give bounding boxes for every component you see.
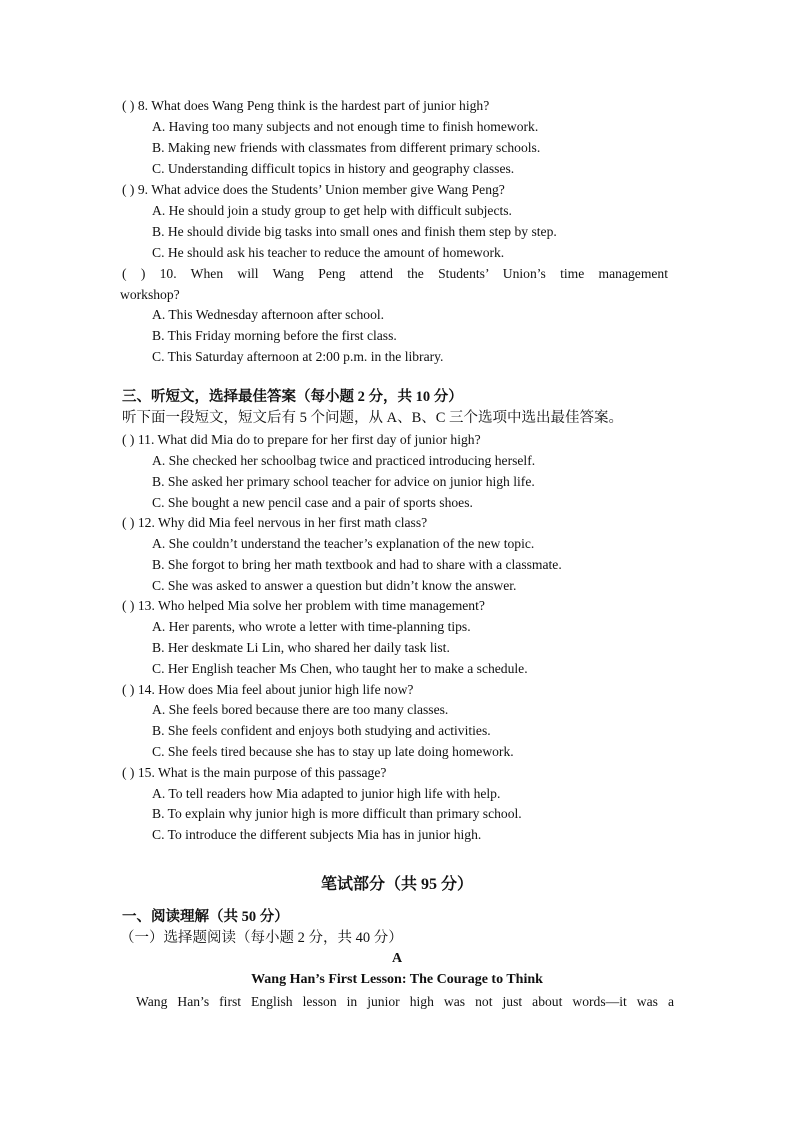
question-8-option-b: B. Making new friends with classmates from different primary schools. xyxy=(152,140,541,155)
question-8-option-c: C. Understanding difficult topics in history and geography classes. xyxy=(152,161,515,176)
question-14-option-c: C. She feels tired because she has to stay up late doing homework. xyxy=(152,744,514,759)
question-12-option-b: B. She forgot to bring her math textbook and had to share with a classmate. xyxy=(152,557,562,572)
question-8-option-a: A. Having too many subjects and not enough time to finish homework. xyxy=(152,119,539,134)
section-3-title: 三、听短文，选择最佳答案（每小题 2 分，共 10 分） xyxy=(122,389,463,405)
passage-first-line: Wang Han’s first English lesson in junior high was not just about words—it was a xyxy=(136,994,674,1009)
question-9-option-a: A. He should join a study group to get help with difficult subjects. xyxy=(152,203,512,218)
question-9-option-c: C. He should ask his teacher to reduce the amount of homework. xyxy=(152,245,505,260)
question-9-option-b: B. He should divide big tasks into small ones and finish them step by step. xyxy=(152,224,557,239)
passage-title: Wang Han’s First Lesson: The Courage to Think xyxy=(251,972,543,987)
question-12-stem: ( ) 12. Why did Mia feel nervous in her first math class? xyxy=(122,515,428,530)
question-10-option-a: A. This Wednesday afternoon after school. xyxy=(152,307,385,322)
question-10-option-c: C. This Saturday afternoon at 2:00 p.m. in the library. xyxy=(152,349,444,364)
question-10-stem-line1: ( ) 10. When will Wang Peng attend the Students’ Union’s time management xyxy=(122,266,668,281)
question-11-option-c: C. She bought a new pencil case and a pair of sports shoes. xyxy=(152,495,473,510)
question-13-option-c: C. Her English teacher Ms Chen, who taught her to make a schedule. xyxy=(152,661,528,676)
question-12-option-c: C. She was asked to answer a question but didn’t know the answer. xyxy=(152,578,517,593)
question-13-option-a: A. Her parents, who wrote a letter with time-planning tips. xyxy=(152,619,471,634)
question-11-stem: ( ) 11. What did Mia do to prepare for her first day of junior high? xyxy=(122,432,481,447)
reading-subsection-title: （一）选择题阅读（每小题 2 分，共 40 分） xyxy=(120,930,403,946)
reading-section-title: 一、阅读理解（共 50 分） xyxy=(122,909,289,925)
question-8-stem: ( ) 8. What does Wang Peng think is the hardest part of junior high? xyxy=(122,98,490,113)
section-3-instruction: 听下面一段短文，短文后有 5 个问题，从 A、B、C 三个选项中选出最佳答案。 xyxy=(122,410,624,426)
question-11-option-a: A. She checked her schoolbag twice and practiced introducing herself. xyxy=(152,453,536,468)
question-13-option-b: B. Her deskmate Li Lin, who shared her daily task list. xyxy=(152,640,450,655)
question-10-stem-line2: workshop? xyxy=(120,287,180,302)
question-14-option-b: B. She feels confident and enjoys both studying and activities. xyxy=(152,723,491,738)
question-9-stem: ( ) 9. What advice does the Students’ Union member give Wang Peng? xyxy=(122,182,505,197)
question-11-option-b: B. She asked her primary school teacher for advice on junior high life. xyxy=(152,474,535,489)
written-part-title: 笔试部分（共 95 分） xyxy=(320,876,473,893)
question-10-option-b: B. This Friday morning before the first class. xyxy=(152,328,397,343)
question-15-option-c: C. To introduce the different subjects Mia has in junior high. xyxy=(152,827,482,842)
question-13-stem: ( ) 13. Who helped Mia solve her problem with time management? xyxy=(122,598,485,613)
question-14-stem: ( ) 14. How does Mia feel about junior high life now? xyxy=(122,682,414,697)
question-12-option-a: A. She couldn’t understand the teacher’s explanation of the new topic. xyxy=(152,536,535,551)
passage-letter: A xyxy=(391,951,403,966)
question-15-option-b: B. To explain why junior high is more difficult than primary school. xyxy=(152,806,522,821)
question-14-option-a: A. She feels bored because there are too many classes. xyxy=(152,702,449,717)
question-15-option-a: A. To tell readers how Mia adapted to junior high life with help. xyxy=(152,786,501,801)
question-15-stem: ( ) 15. What is the main purpose of this passage? xyxy=(122,765,387,780)
